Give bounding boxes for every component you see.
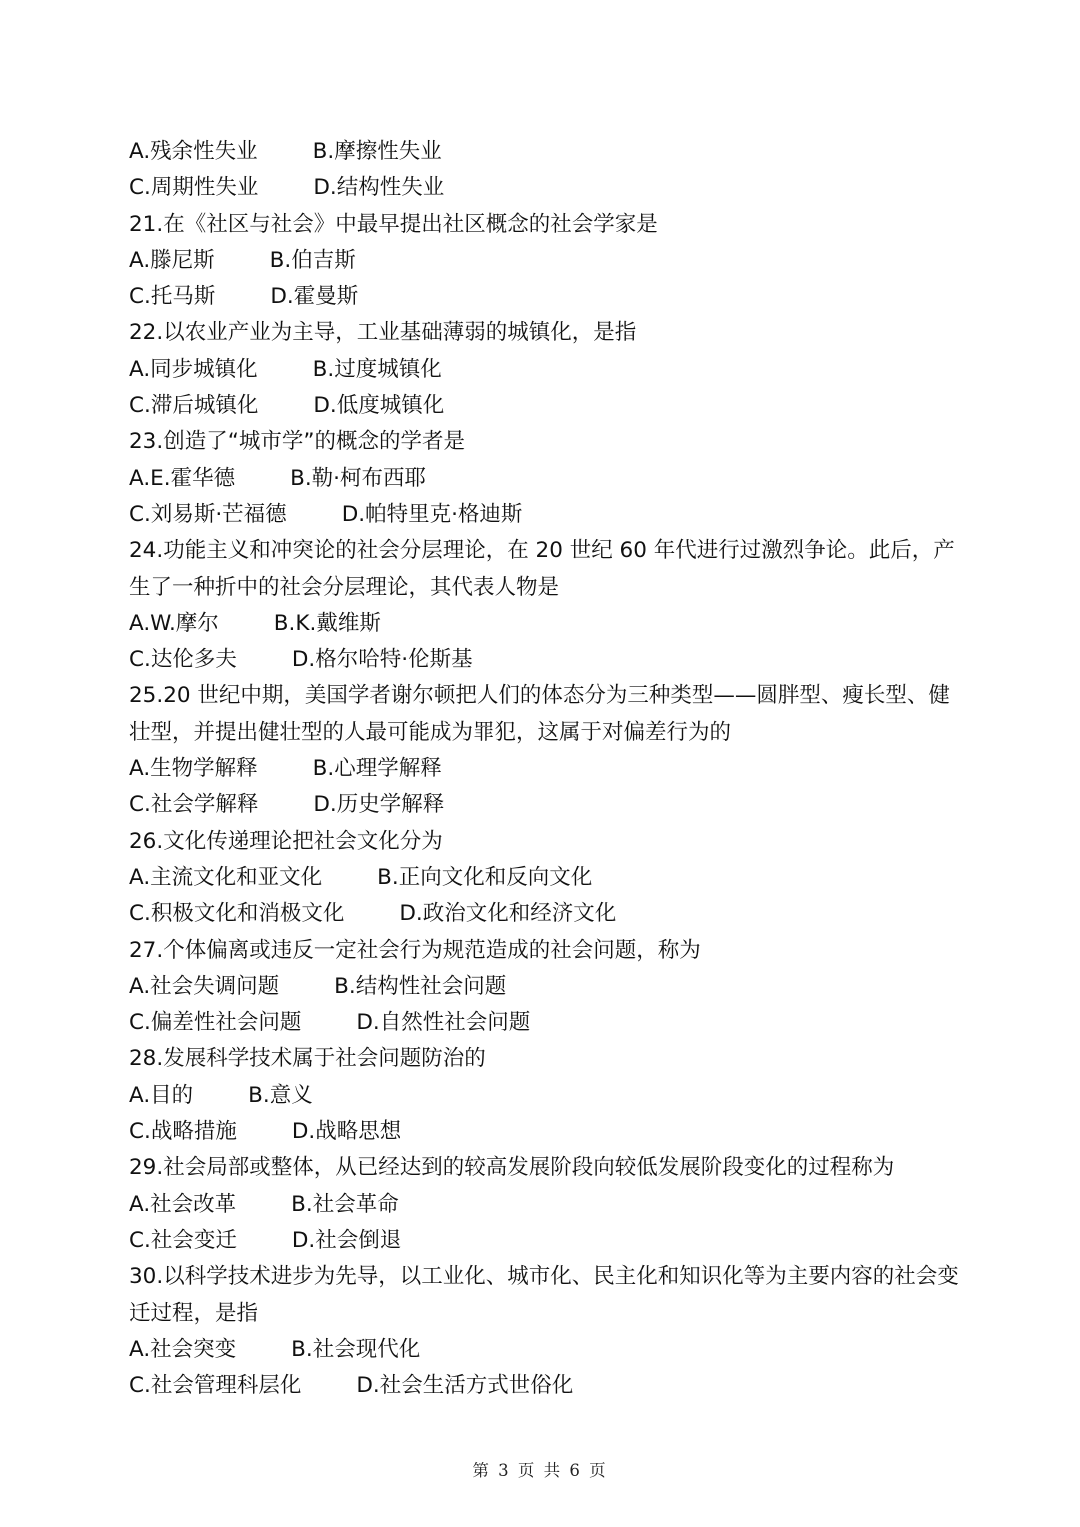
option-label: C.社会学解释 [129, 792, 259, 818]
option-row [129, 243, 959, 279]
option-row [129, 1332, 959, 1368]
option-label: B.社会现代化 [291, 1336, 421, 1362]
option-label: D.低度城镇化 [313, 393, 445, 419]
option-label: B.结构性社会问题 [334, 973, 507, 999]
option-label: A.E.霍华德 [129, 465, 236, 491]
option-label: D.历史学解释 [313, 792, 445, 818]
question-text: 23.创造了“城市学”的概念的学者是 [129, 429, 465, 455]
option-label: D.战略思想 [291, 1119, 402, 1145]
option-row [129, 134, 959, 170]
option-row [129, 642, 959, 678]
option-label: D.帕特里克·格迪斯 [341, 501, 523, 527]
option-label: B.摩擦性失业 [312, 139, 442, 164]
option-label: A.目的 [129, 1082, 194, 1108]
option-label: A.生物学解释 [129, 756, 258, 782]
option-label: C.托马斯 [129, 284, 216, 310]
option-row [129, 1114, 959, 1150]
option-row [129, 1005, 959, 1041]
option-label: B.社会革命 [291, 1191, 399, 1217]
option-row [129, 170, 959, 206]
option-label: A.残余性失业 [129, 139, 258, 164]
question-text: 27.个体偏离或违反一定社会行为规范造成的社会问题，称为 [129, 937, 701, 963]
option-row [129, 1223, 959, 1259]
page-footer: 第 3 页 共 6 页 [472, 1461, 608, 1480]
option-label: B.意义 [248, 1082, 313, 1108]
option-label: C.达伦多夫 [129, 647, 237, 673]
option-label: C.积极文化和消极文化 [129, 901, 345, 927]
question-text: 25.20 世纪中期，美国学者谢尔顿把人们的体态分为三种类型——圆胖型、瘦长型、健壮型，并提出健壮型的人最可能成为罪犯，这属于对偏差行为的 [129, 683, 950, 745]
option-row [129, 969, 959, 1005]
option-label: C.周期性失业 [129, 175, 259, 201]
option-row [129, 1078, 959, 1114]
option-label: A.W.摩尔 [129, 610, 219, 636]
option-row [129, 1368, 959, 1404]
option-row [129, 461, 959, 497]
option-label: D.政治文化和经济文化 [399, 901, 617, 927]
question-text: 28.发展科学技术属于社会问题防治的 [129, 1046, 486, 1072]
option-label: B.正向文化和反向文化 [377, 864, 593, 890]
option-row [129, 388, 959, 424]
option-label: C.社会管理科层化 [129, 1373, 302, 1399]
question-text: 21.在《社区与社会》中最早提出社区概念的社会学家是 [129, 211, 658, 237]
question-text: 24.功能主义和冲突论的社会分层理论，在 20 世纪 60 年代进行过激烈争论。此后，产生了一种折中的社会分层理论，其代表人物是 [129, 538, 955, 600]
option-label: D.社会生活方式世俗化 [356, 1373, 574, 1399]
option-row [129, 497, 959, 533]
option-label: C.刘易斯·芒福德 [129, 501, 287, 527]
option-label: D.结构性失业 [313, 175, 445, 201]
option-label: B.过度城镇化 [312, 356, 442, 382]
option-label: A.社会突变 [129, 1336, 237, 1362]
option-label: C.滞后城镇化 [129, 393, 259, 419]
option-label: D.社会倒退 [291, 1227, 402, 1253]
option-row [129, 1187, 959, 1223]
option-label: A.主流文化和亚文化 [129, 864, 323, 890]
option-row [129, 860, 959, 896]
question-text: 29.社会局部或整体，从已经达到的较高发展阶段向较低发展阶段变化的过程称为 [129, 1155, 895, 1181]
question-text: 26.文化传递理论把社会文化分为 [129, 828, 443, 854]
option-row [129, 606, 959, 642]
option-label: C.战略措施 [129, 1119, 237, 1145]
option-label: A.同步城镇化 [129, 356, 258, 382]
option-label: B.伯吉斯 [269, 247, 356, 273]
option-label: B.K.戴维斯 [273, 610, 381, 636]
option-row [129, 787, 959, 823]
option-label: C.社会变迁 [129, 1227, 237, 1253]
option-label: B.心理学解释 [312, 756, 442, 782]
option-label: D.格尔哈特·伦斯基 [291, 647, 473, 673]
option-label: A.社会改革 [129, 1191, 237, 1217]
question-text: 30.以科学技术进步为先导，以工业化、城市化、民主化和知识化等为主要内容的社会变迁过程，是指 [129, 1264, 959, 1326]
option-row [129, 751, 959, 787]
option-row [129, 896, 959, 932]
option-label: A.滕尼斯 [129, 247, 215, 273]
option-label: D.自然性社会问题 [356, 1010, 531, 1036]
option-label: C.偏差性社会问题 [129, 1010, 302, 1036]
option-row [129, 352, 959, 388]
option-label: A.社会失调问题 [129, 973, 280, 999]
question-list [129, 134, 959, 1404]
option-label: D.霍曼斯 [270, 284, 359, 310]
option-label: B.勒·柯布西耶 [290, 465, 427, 491]
question-text: 22.以农业产业为主导，工业基础薄弱的城镇化，是指 [129, 320, 637, 346]
option-row [129, 279, 959, 315]
